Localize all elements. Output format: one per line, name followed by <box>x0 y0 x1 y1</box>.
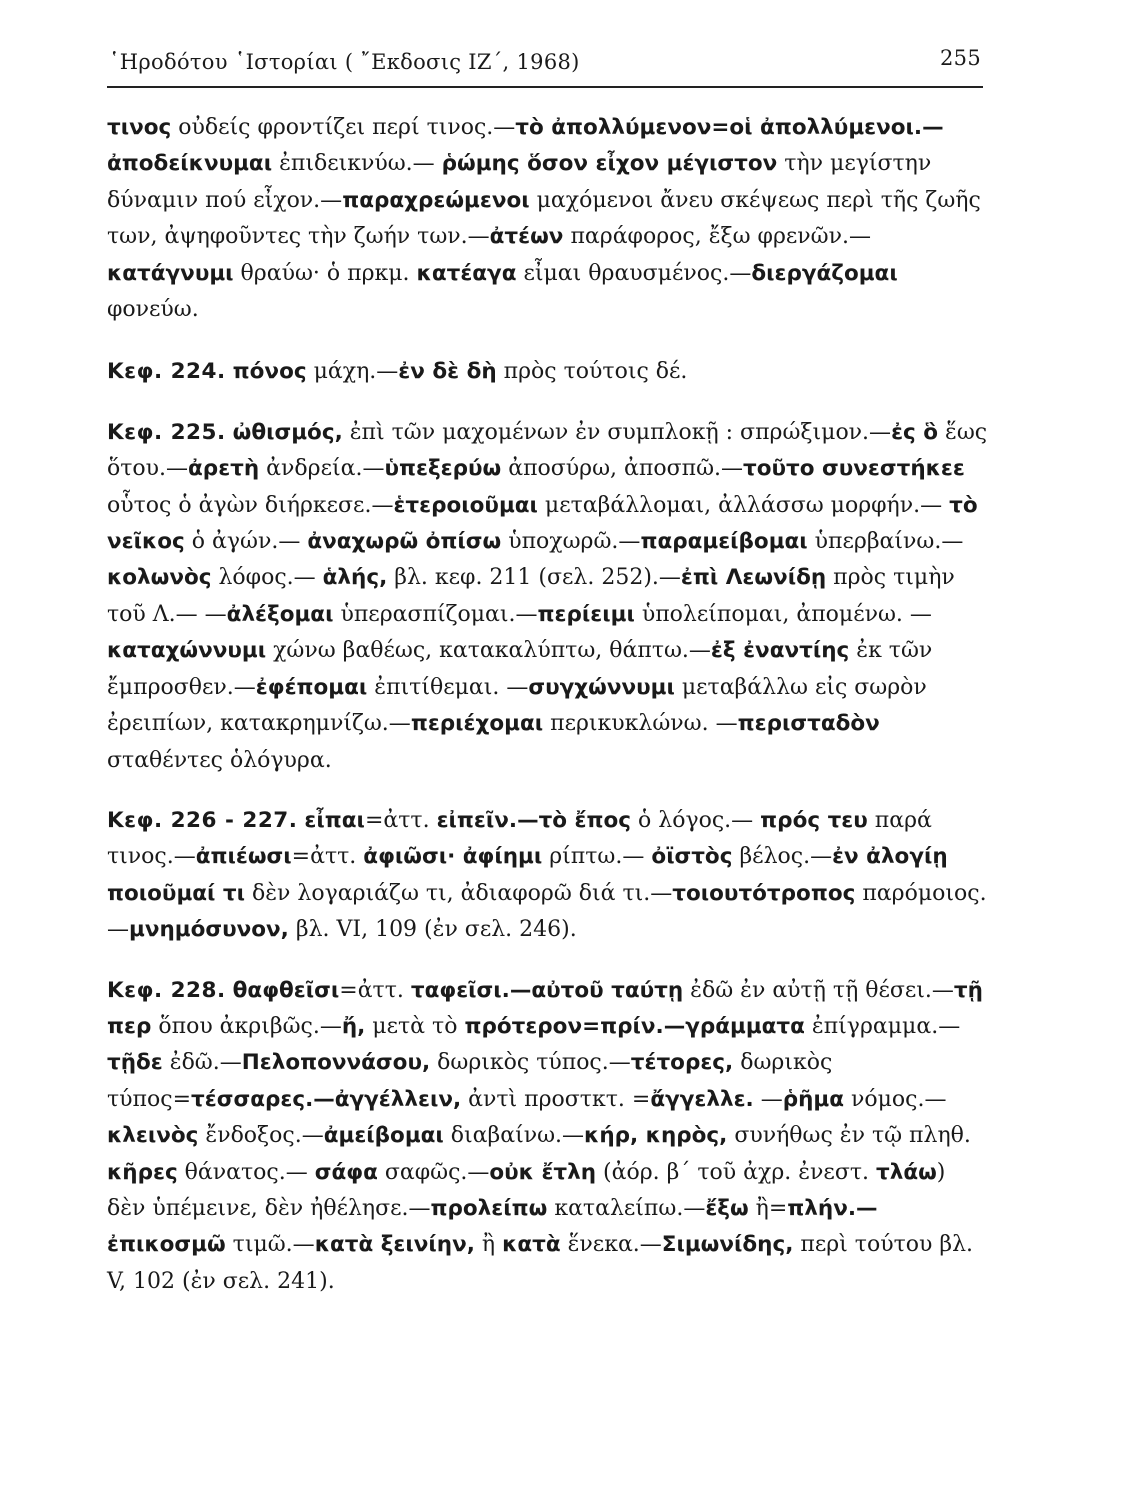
headword: οὐκ ἔτλη <box>489 1159 597 1185</box>
section-225 <box>107 415 995 779</box>
headword: ἐν ἀλογίῃ ποιοῦμαί τι <box>107 844 956 906</box>
gloss-text: σαφῶς.— <box>377 1159 490 1185</box>
gloss-text: ἀποσύρω, ἀποσπῶ.— <box>501 456 744 482</box>
headword: διεργάζομαι <box>751 260 898 286</box>
headword: σάφα <box>314 1159 378 1185</box>
gloss-text: ἕως ὅτου.— <box>107 419 995 482</box>
headword: κατέαγα <box>416 260 517 286</box>
headword: ῥώμης ὅσον εἶχον μέγιστον <box>441 151 778 177</box>
gloss-text: — <box>753 1086 783 1112</box>
headword: μνημόσυνον, <box>129 917 289 943</box>
gloss-text: ἐπιδεικνύω.— <box>272 151 442 177</box>
gloss-text: δωρικὸς τύπος= <box>107 1050 840 1112</box>
headword: κῆρες <box>107 1159 178 1185</box>
headword: πλήν.—ἐπικοσμῶ <box>107 1195 878 1258</box>
headword: τοῦτο συνεστήκεε <box>743 456 965 482</box>
gloss-text: βλ. VI, 109 (ἐν σελ. 246). <box>288 917 577 943</box>
gloss-text: ἢ <box>474 1232 503 1258</box>
gloss-text: ὑποχωρῶ.— <box>501 529 641 555</box>
gloss-text: παρόμοιος.— <box>107 880 987 943</box>
headword: ἄγγελλε. <box>650 1086 754 1112</box>
gloss-text: περὶ τούτου βλ. V, 102 (ἐν σελ. 241). <box>107 1232 981 1294</box>
gloss-text: πρὸς τούτοις δέ. <box>496 359 688 385</box>
gloss-text: ἀντὶ προστκτ. = <box>461 1086 651 1112</box>
headword: ἤ, <box>341 1013 366 1039</box>
headword: ἐξ ἐναντίης <box>710 638 850 664</box>
gloss-text: τὴν μεγίστην δύναμιν πού εἶχον.— <box>107 151 939 213</box>
headword: συγχώννυμι <box>528 674 675 700</box>
headword: ἀφιῶσι· ἀφίημι <box>363 844 543 870</box>
headword: τῇ περ <box>107 977 991 1039</box>
headword: τλάω <box>876 1159 937 1185</box>
headword: πρότερον=πρίν.—γράμματα <box>464 1013 805 1039</box>
headword: ῥῆμα <box>782 1086 844 1112</box>
gloss-text: ὁ ἀγών.— <box>184 529 308 555</box>
gloss-text: δωρικὸς τύπος.— <box>430 1050 631 1076</box>
headword: πρός τευ <box>760 807 868 833</box>
headword: κήρ, κηρὸς, <box>584 1123 728 1149</box>
headword: εἶπαι <box>304 807 365 833</box>
headword: τὸ νεῖκος <box>107 492 986 555</box>
gloss-text: περικυκλώνω. — <box>543 711 738 737</box>
headword: ἀμείβομαι <box>323 1123 444 1149</box>
gloss-text: ρίπτω.— <box>542 844 652 870</box>
headword: ἐς ὃ <box>891 419 939 445</box>
headword: ἀλέξομαι <box>226 601 334 627</box>
gloss-text: ἐπὶ τῶν μαχομένων ἐν συμπλοκῇ : σπρώξιμον.— <box>342 419 892 445</box>
gloss-text: μεταβάλλω εἰς σωρὸν ἐρειπίων, κατακρημνίζω.— <box>107 674 934 737</box>
gloss-text: =ἀττ. <box>339 977 411 1003</box>
headword: κατὰ <box>502 1232 561 1258</box>
headword: ἀναχωρῶ ὀπίσω <box>307 529 502 555</box>
gloss-text: =ἀττ. <box>364 807 437 833</box>
gloss-text: νόμος.— <box>844 1086 947 1112</box>
gloss-text: ἢ= <box>748 1195 788 1221</box>
gloss-text: ἔνδοξος.— <box>198 1123 324 1149</box>
gloss-text: μετὰ τὸ <box>365 1013 465 1039</box>
glossary-body <box>107 110 995 1324</box>
headword: παραμείβομαι <box>640 529 808 555</box>
headword: τινος <box>107 115 172 140</box>
headword: περισταδὸν <box>737 711 880 737</box>
headword: ἀρετὴ <box>188 456 260 482</box>
headword: περίειμι <box>537 601 635 627</box>
headword: περιέχομαι <box>410 711 544 737</box>
headword: εἰπεῖν.—τὸ ἔπος <box>436 807 632 833</box>
headword: ὀϊστὸς <box>651 844 733 870</box>
section-228 <box>107 973 989 1301</box>
section-224 <box>107 354 989 390</box>
gloss-text: ἐδῶ ἐν αὐτῇ τῇ θέσει.— <box>683 977 954 1003</box>
gloss-text: θραύω· ὁ πρκμ. <box>233 260 417 286</box>
gloss-text: εἶμαι θραυσμένος.— <box>516 260 752 286</box>
gloss-text: ἐπιτίθεμαι. — <box>367 674 529 700</box>
headword: κατὰ ξεινίην, <box>314 1232 475 1258</box>
headword: ταφεῖσι.—αὐτοῦ ταύτῃ <box>410 977 684 1003</box>
headword: πόνος <box>232 359 307 385</box>
headword: τέτορες, <box>630 1050 734 1076</box>
gloss-text: δὲν λογαριάζω τι, ἀδιαφορῶ διά τι.— <box>245 880 673 906</box>
headword: καταχώννυμι <box>107 638 267 664</box>
headword: ἀπιέωσι <box>195 844 292 870</box>
headword: παραχρεώμενοι <box>342 187 530 213</box>
section-label: Κεφ. 226 - 227. <box>107 807 298 833</box>
section-text <box>107 978 990 1294</box>
gloss-text: θάνατος.— <box>177 1159 315 1185</box>
gloss-text: σταθέντες ὁλόγυρα. <box>107 711 887 773</box>
headword: κατάγνυμι <box>107 260 234 286</box>
gloss-text: μεταβάλλομαι, ἀλλάσσω μορφήν.— <box>537 492 950 518</box>
section-label: Κεφ. 224. <box>107 359 226 385</box>
headword: ἐπὶ Λεωνίδῃ <box>680 565 827 591</box>
running-title: ῾Ηροδότου ῾Ιστορίαι ( ῎Εκδοσις ΙΖ΄, 1968) <box>109 50 580 74</box>
gloss-text: οὗτος ὁ ἀγὼν διήρκεσε.— <box>107 456 972 518</box>
gloss-text: (ἀόρ. β΄ τοῦ ἀχρ. ἐνεστ. <box>596 1159 876 1185</box>
gloss-text: φονεύω. <box>107 260 905 323</box>
headword: ἀτέων <box>489 224 564 250</box>
section-text <box>233 359 688 384</box>
headword: κολωνὸς <box>107 565 212 591</box>
gloss-text: ὅπου ἀκριβῶς.— <box>151 1013 342 1039</box>
gloss-text: παρά τινος.— <box>107 807 939 870</box>
gloss-text: ἐκ τῶν ἔμπροσθεν.— <box>107 638 940 700</box>
headword: ὠθισμός, <box>232 419 343 445</box>
headword: ἔξω <box>705 1195 749 1221</box>
gloss-text: ὑπερβαίνω.— <box>807 529 964 555</box>
gloss-text: τιμῶ.— <box>225 1232 315 1258</box>
gloss-text: ὑπερασπίζομαι.— <box>333 601 538 627</box>
gloss-text: διαβαίνω.— <box>443 1123 585 1149</box>
gloss-text: =ἀττ. <box>291 844 364 870</box>
gloss-text: λόφος.— <box>211 565 323 591</box>
gloss-text: παράφορος, ἔξω φρενῶν.— <box>563 224 871 250</box>
running-header <box>107 42 983 88</box>
headword: ἑτεροιοῦμαι <box>393 492 538 518</box>
headword: κλεινὸς <box>107 1123 199 1149</box>
gloss-text: μάχη.— <box>306 359 399 385</box>
gloss-text: ὑπολείπομαι, ἀπομένω. — <box>634 601 932 627</box>
gloss-text: οὐδείς φροντίζει περί τινος.— <box>171 115 516 140</box>
gloss-text: ἕνεκα.— <box>560 1232 662 1258</box>
gloss-text: ἐπίγραμμα.— <box>804 1013 961 1039</box>
gloss-text: καταλείπω.— <box>547 1195 706 1221</box>
headword: Σιμωνίδης, <box>661 1232 794 1258</box>
headword: προλείπω <box>430 1195 548 1221</box>
gloss-text: ) δὲν ὑπέμεινε, δὲν ἠθέλησε.— <box>107 1159 953 1221</box>
section-text <box>107 420 994 773</box>
gloss-text: ἀνδρεία.— <box>259 456 385 482</box>
continuation-paragraph <box>107 110 989 328</box>
gloss-text: βέλος.— <box>732 844 833 870</box>
headword: ὑπεξερύω <box>384 456 502 482</box>
headword: ἐν δὲ δὴ <box>398 359 497 385</box>
headword: ἐφέπομαι <box>255 674 368 700</box>
section-label: Κεφ. 228. <box>107 977 226 1003</box>
headword: τὸ ἀπολλύμενον=οἱ ἀπολλύμενοι.—ἀποδείκνυμαι <box>107 115 944 177</box>
gloss-text: πρὸς τιμὴν τοῦ Λ.— — <box>107 565 962 627</box>
section-226-227 <box>107 803 989 949</box>
gloss-text: μαχόμενοι ἄνευ σκέψεως περὶ τῆς ζωῆς των, ἀψηφοῦντες τὴν ζωήν των.— <box>107 187 988 250</box>
section-label: Κεφ. 225. <box>107 419 226 445</box>
headword: ἁλής, <box>322 565 388 591</box>
headword: Πελοποννάσου, <box>241 1050 431 1076</box>
gloss-text: χώνω βαθέως, κατακαλύπτω, θάπτω.— <box>266 638 711 664</box>
gloss-text: ὁ λόγος.— <box>631 807 761 833</box>
headword: τέσσαρες.—ἀγγέλλειν, <box>191 1086 462 1112</box>
page-number: 255 <box>940 46 981 70</box>
gloss-text: βλ. κεφ. 211 (σελ. 252).— <box>387 565 681 591</box>
gloss-text: συνήθως ἐν τῷ πληθ. <box>727 1123 978 1149</box>
headword: τῇδε <box>107 1050 163 1076</box>
headword: θαφθεῖσι <box>232 977 340 1003</box>
headword: τοιουτότροπος <box>672 880 856 906</box>
gloss-text: ἐδῶ.— <box>162 1050 242 1076</box>
